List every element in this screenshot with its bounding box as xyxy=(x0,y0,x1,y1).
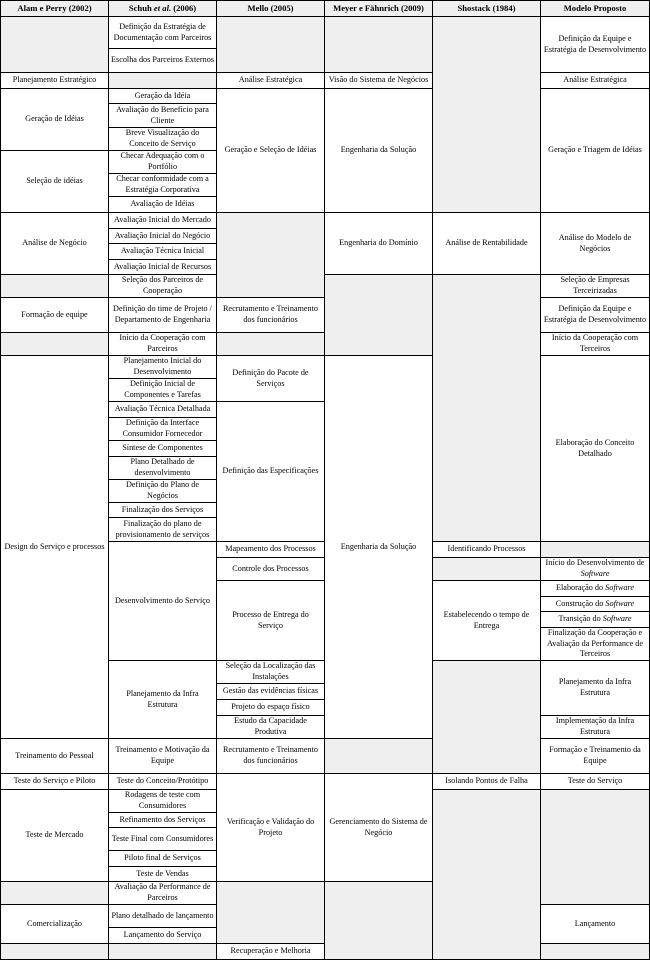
alam-empty xyxy=(0,332,109,356)
schuh-teste-vendas: Teste de Vendas xyxy=(108,866,217,882)
meyer-visao: Visão do Sistema de Negócios xyxy=(324,72,433,89)
schuh-selecao-parceiros: Seleção dos Parceiros de Cooperação xyxy=(108,274,217,298)
mello-empty xyxy=(216,16,325,73)
meyer-eng-solucao-2: Engenharia da Solução xyxy=(324,355,433,739)
modelo-analise-modelo: Análise do Modelo de Negócios xyxy=(540,212,650,275)
schuh-aval-negocio: Avaliação Inicial do Negócio xyxy=(108,228,217,244)
mello-espaco: Projeto do espaço físico xyxy=(216,699,325,716)
modelo-definicao-equipe-1: Definição da Equipe e Estratégia de Desenvolvimento xyxy=(540,16,650,73)
schuh-empty xyxy=(108,943,217,960)
modelo-planejamento-infra: Planejamento da Infra Estrutura xyxy=(540,660,650,716)
modelo-elaboracao-software: Elaboração do Software xyxy=(540,580,650,597)
schuh-escolha-parceiros: Escolha dos Parceiros Externos xyxy=(108,48,217,73)
schuh-aval-tecnica-detalhada: Avaliação Técnica Detalhada xyxy=(108,401,217,418)
modelo-empty xyxy=(540,541,650,558)
shostack-rentabilidade: Análise de Rentabilidade xyxy=(432,212,541,275)
alam-selecao: Seleção de idéias xyxy=(0,150,109,213)
mello-capacidade: Estudo da Capacidade Produtiva xyxy=(216,715,325,739)
meyer-empty xyxy=(324,274,433,356)
schuh-aval-tecnica: Avaliação Técnica Inicial xyxy=(108,243,217,260)
alam-design: Design do Serviço e processos xyxy=(0,355,109,739)
schuh-desenvolvimento: Desenvolvimento do Serviço xyxy=(108,541,217,661)
modelo-geracao: Geração e Triagem de Idéias xyxy=(540,88,650,213)
meyer-gerenciamento: Gerenciamento do Sistema de Negócio xyxy=(324,773,433,882)
alam-teste-mercado: Teste de Mercado xyxy=(0,789,109,882)
schuh-breve-visualizacao: Breve Visualização do Conceito de Serviço xyxy=(108,127,217,151)
shostack-empty xyxy=(432,660,541,774)
schuh-sintese: Síntese de Componentes xyxy=(108,440,217,457)
shostack-empty xyxy=(432,16,541,213)
modelo-formacao: Formação e Treinamento da Equipe xyxy=(540,738,650,774)
schuh-rodagens: Rodagens de teste com Consumidores xyxy=(108,789,217,813)
shostack-identificando: Identificando Processos xyxy=(432,541,541,558)
modelo-analise: Análise Estratégica xyxy=(540,72,650,89)
alam-teste-piloto: Teste do Serviço e Piloto xyxy=(0,773,109,790)
schuh-plano-detalhado: Plano Detalhado de desenvolvimento xyxy=(108,456,217,480)
mello-pacote: Definição do Pacote de Serviços xyxy=(216,355,325,402)
modelo-teste: Teste do Serviço xyxy=(540,773,650,790)
schuh-aval-mercado: Avaliação Inicial do Mercado xyxy=(108,212,217,229)
shostack-tempo: Estabelecendo o tempo de Entrega xyxy=(432,580,541,661)
mello-entrega: Processo de Entrega do Serviço xyxy=(216,580,325,661)
schuh-aval-recursos: Avaliação Inicial de Recursos xyxy=(108,259,217,275)
schuh-definicao-interface: Definição da Interface Consumidor Fornecedor xyxy=(108,417,217,441)
mello-recrutamento-1: Recrutamento e Treinamento dos funcionários xyxy=(216,297,325,333)
alam-empty xyxy=(0,274,109,298)
mello-empty xyxy=(216,212,325,298)
schuh-planejamento-infra: Planejamento da Infra Estrutura xyxy=(108,660,217,739)
mello-geracao: Geração e Seleção de Idéias xyxy=(216,88,325,213)
schuh-inicio-cooperacao: Início da Cooperação com Parceiros xyxy=(108,332,217,356)
mello-controle: Controle dos Processos xyxy=(216,557,325,581)
mello-verificacao: Verificação e Validação do Projeto xyxy=(216,773,325,882)
mello-analise: Análise Estratégica xyxy=(216,72,325,89)
modelo-finalizacao: Finalização da Cooperação e Avaliação da Performance de Terceiros xyxy=(540,627,650,661)
schuh-finalizacao-servicos: Finalização dos Serviços xyxy=(108,502,217,518)
header-schuh: Schuh et al. (2006) xyxy=(108,0,217,17)
header-shostack: Shostack (1984) xyxy=(432,0,541,17)
modelo-implementacao-infra: Implementação da Infra Estrutura xyxy=(540,715,650,739)
modelo-empty xyxy=(540,789,650,905)
modelo-transicao-software: Transição do Software xyxy=(540,611,650,628)
meyer-empty xyxy=(324,16,433,73)
alam-planejamento: Planejamento Estratégico xyxy=(0,72,109,89)
schuh-avaliacao-beneficio: Avaliação do Benefício para Cliente xyxy=(108,103,217,128)
shostack-isolando: Isolando Pontos de Falha xyxy=(432,773,541,790)
modelo-definicao-equipe-2: Definição da Equipe e Estratégia de Desenvolvimento xyxy=(540,297,650,333)
schuh-treinamento: Treinamento e Motivação da Equipe xyxy=(108,738,217,774)
schuh-definicao-estrategia: Definição da Estratégia de Documentação com Parceiros xyxy=(108,16,217,49)
mello-recrutamento-2: Recrutamento e Treinamento dos funcionários xyxy=(216,738,325,774)
mello-empty xyxy=(216,332,325,356)
schuh-avaliacao-ideias: Avaliação de Idéias xyxy=(108,196,217,213)
alam-analise: Análise de Negócio xyxy=(0,212,109,275)
meyer-eng-dominio: Engenharia do Domínio xyxy=(324,212,433,275)
shostack-empty xyxy=(432,557,541,581)
modelo-empty xyxy=(540,943,650,960)
mello-recuperacao: Recuperação e Melhoria xyxy=(216,943,325,960)
alam-formacao: Formação de equipe xyxy=(0,297,109,333)
header-modelo: Modelo Proposto xyxy=(540,0,650,17)
schuh-plano-lancamento: Plano detalhado de lançamento xyxy=(108,904,217,928)
schuh-empty xyxy=(108,72,217,89)
modelo-inicio-desenvolvimento: Início do Desenvolvimento de Software xyxy=(540,557,650,581)
schuh-piloto-final: Piloto final de Serviços xyxy=(108,850,217,867)
alam-geracao: Geração de Idéias xyxy=(0,88,109,151)
schuh-finalizacao-plano: Finalização do plano de provisionamento de serviços xyxy=(108,517,217,542)
shostack-empty xyxy=(432,274,541,542)
meyer-empty xyxy=(324,881,433,960)
header-meyer: Meyer e Fähnrich (2009) xyxy=(324,0,433,17)
modelo-selecao-empresas: Seleção de Empresas Terceirizadas xyxy=(540,274,650,298)
schuh-definicao-time: Definição do time de Projeto / Departamento de Engenharia xyxy=(108,297,217,333)
mello-especificacoes: Definição das Especificações xyxy=(216,401,325,542)
schuh-checar-conformidade: Checar conformidade com a Estratégia Corporativa xyxy=(108,173,217,197)
alam-treinamento: Treinamento do Pessoal xyxy=(0,738,109,774)
alam-comercializacao: Comercialização xyxy=(0,904,109,944)
mello-localizacao: Seleção da Localização das Instalações xyxy=(216,660,325,684)
mello-empty xyxy=(216,881,325,944)
header-alam: Alam e Perry (2002) xyxy=(0,0,109,17)
modelo-elaboracao-conceito: Elaboração do Conceito Detalhado xyxy=(540,355,650,542)
schuh-geracao-ideia: Geração da Idéia xyxy=(108,88,217,104)
schuh-definicao-componentes: Definição Inicial de Componentes e Tarefas xyxy=(108,378,217,402)
schuh-refinamento: Refinamento dos Serviços xyxy=(108,812,217,828)
header-mello: Mello (2005) xyxy=(216,0,325,17)
modelo-lancamento: Lançamento xyxy=(540,904,650,944)
alam-empty xyxy=(0,16,109,73)
meyer-empty xyxy=(324,738,433,774)
schuh-checar-adequacao: Checar Adequação com o Portfólio xyxy=(108,150,217,174)
mello-mapeamento: Mapeamento dos Processos xyxy=(216,541,325,558)
schuh-definicao-plano: Definição do Plano de Negócios xyxy=(108,479,217,503)
schuh-planejamento-inicial: Planejamento Inicial do Desenvolvimento xyxy=(108,355,217,379)
schuh-teste-conceito: Teste do Conceito/Protótipo xyxy=(108,773,217,790)
alam-empty xyxy=(0,943,109,960)
modelo-construcao-software: Construção do Software xyxy=(540,596,650,612)
meyer-eng-solucao-1: Engenharia da Solução xyxy=(324,88,433,213)
alam-empty xyxy=(0,881,109,905)
schuh-teste-final: Teste Final com Consumidores xyxy=(108,827,217,851)
schuh-lancamento: Lançamento do Serviço xyxy=(108,927,217,944)
modelo-inicio-cooperacao: Início da Cooperação com Terceiros xyxy=(540,332,650,356)
schuh-aval-performance: Avaliação da Performance de Parceiros xyxy=(108,881,217,905)
shostack-empty xyxy=(432,789,541,960)
mello-evidencias: Gestão das evidências físicas xyxy=(216,683,325,700)
